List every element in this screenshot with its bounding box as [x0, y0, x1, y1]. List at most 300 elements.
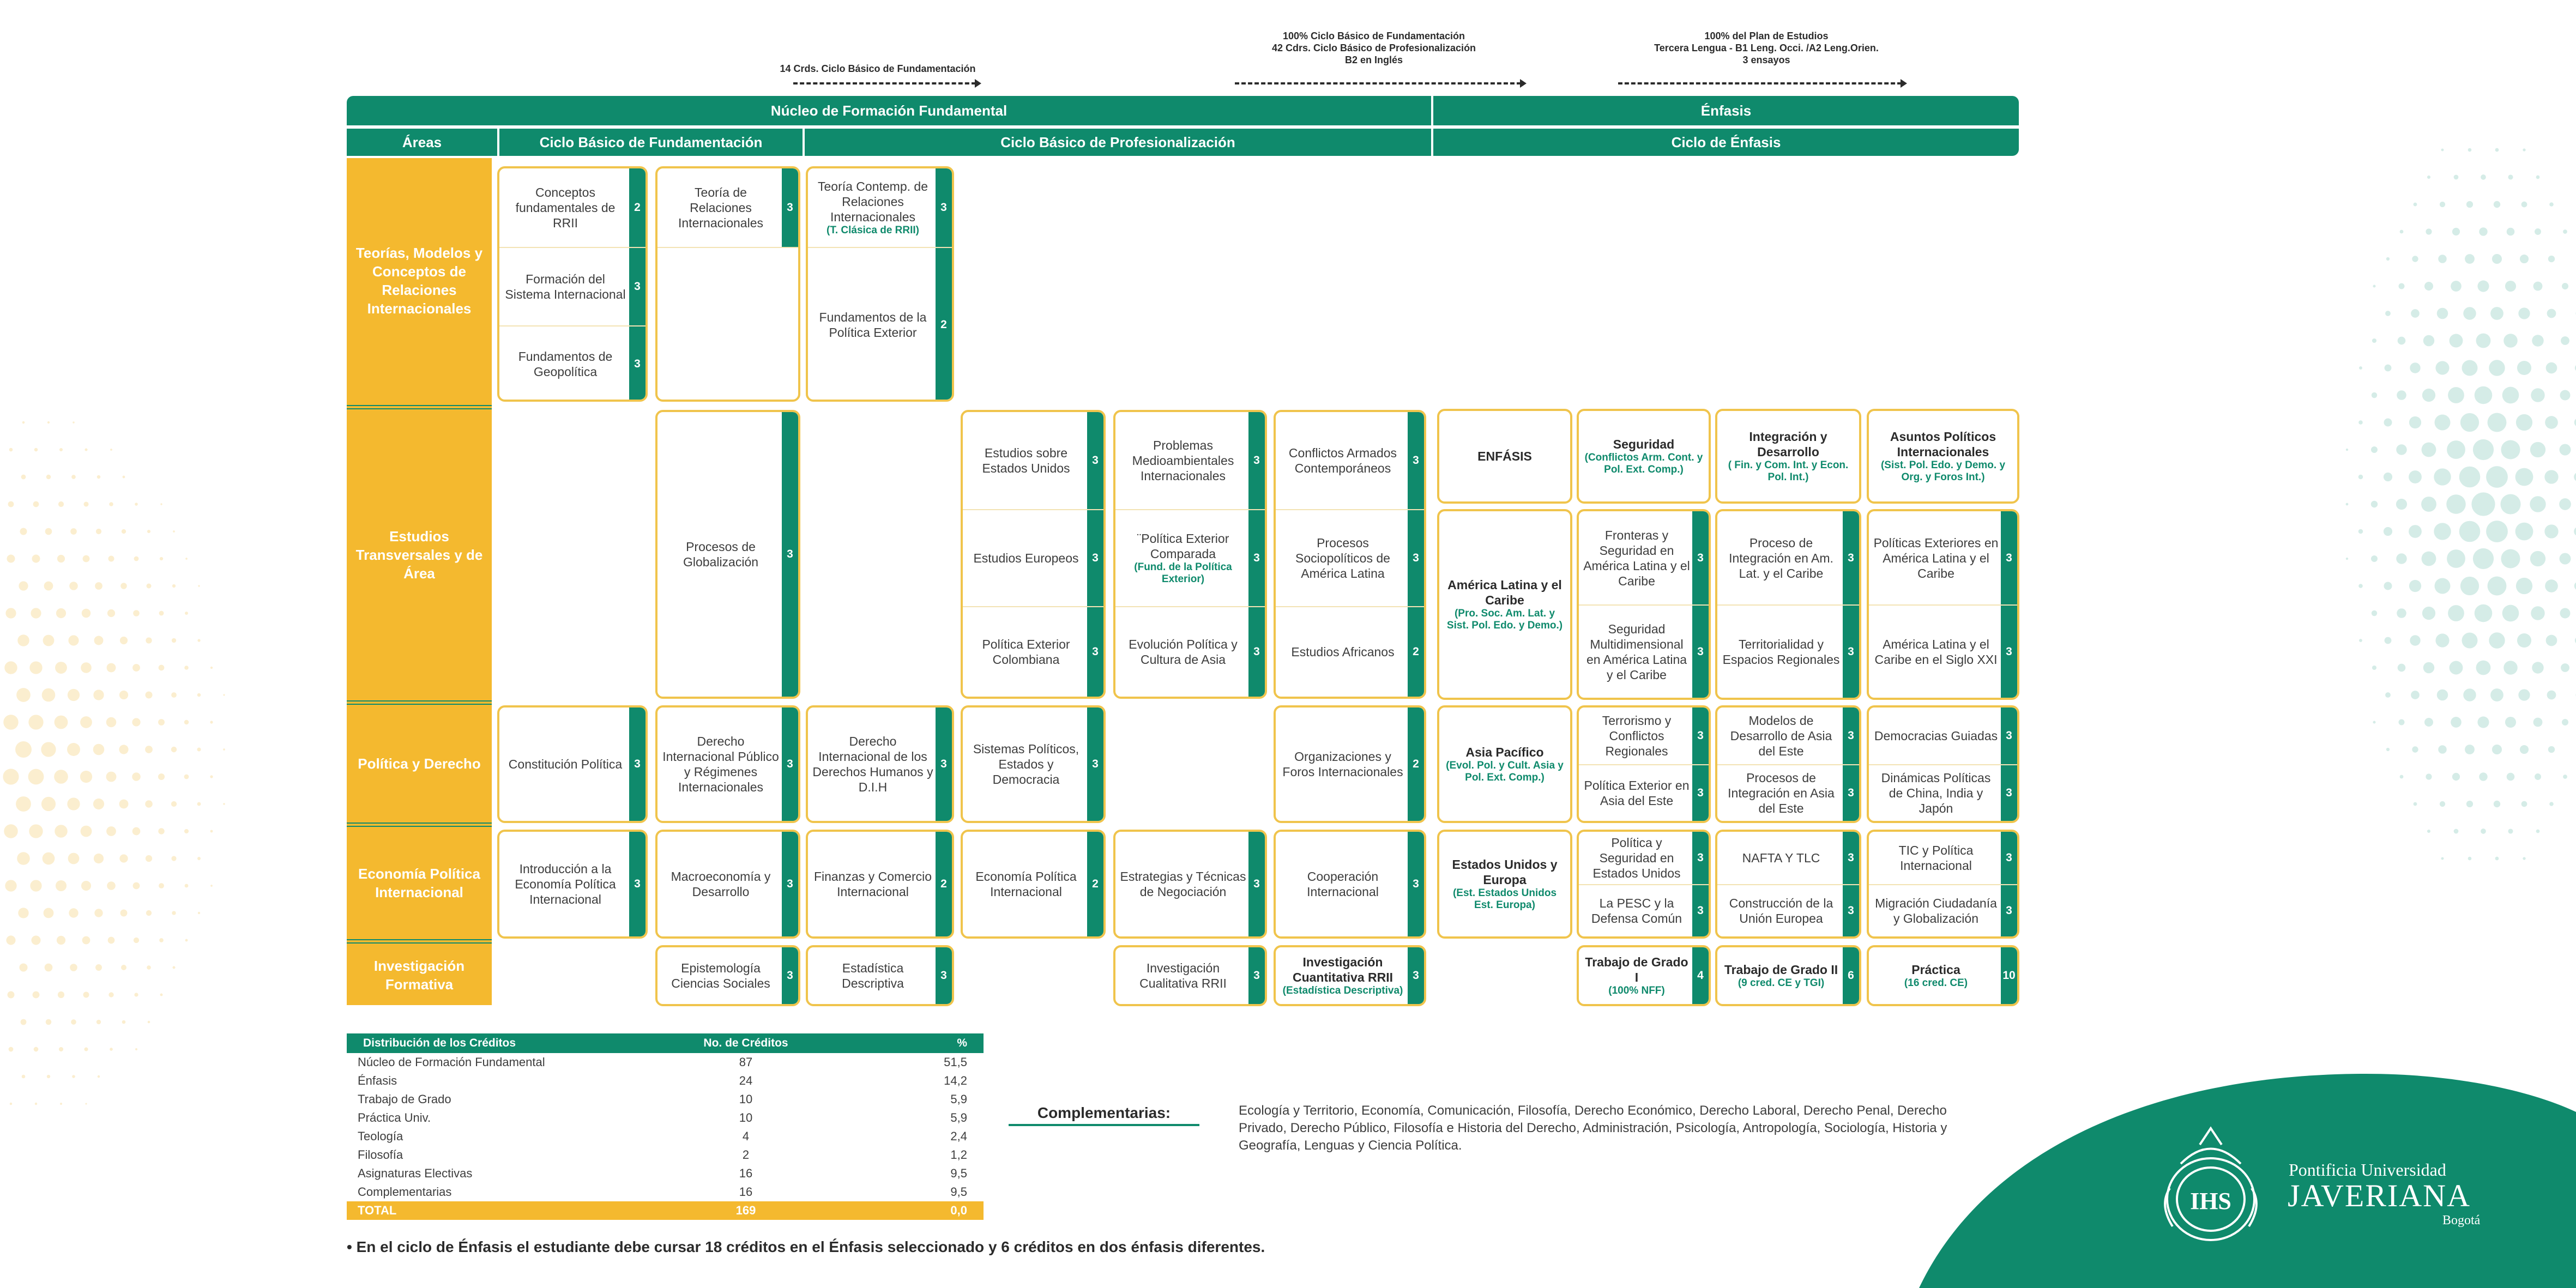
course-card: [655, 705, 800, 823]
decor-dot: [198, 912, 200, 914]
decor-dot: [2396, 444, 2406, 455]
decor-dot: [2372, 610, 2377, 616]
decor-dot: [2488, 577, 2507, 596]
course-card: [1867, 509, 2019, 700]
enfasis-label-text: ENFÁSIS: [1477, 449, 1532, 463]
decor-dot: [46, 1019, 52, 1025]
decor-dot: [2426, 228, 2432, 234]
decor-dot: [2494, 201, 2500, 208]
course-teoria-rrii[interactable]: [657, 168, 798, 247]
decor-dot: [2423, 662, 2434, 673]
course-democracias[interactable]: [1869, 708, 2017, 764]
decor-dot: [2346, 503, 2349, 506]
header-ciclo-enfasis: Ciclo de Énfasis: [1433, 129, 2019, 156]
decor-dot: [134, 993, 138, 996]
course-inv-cuantitativa[interactable]: [1276, 947, 1424, 1004]
enfasis-seguridad-card[interactable]: [1577, 409, 1711, 504]
decor-dot: [59, 448, 63, 451]
decor-dot: [123, 476, 125, 479]
course-credits: 3: [1697, 851, 1704, 864]
enfasis-name: [1717, 429, 1859, 483]
enfasis-prereq: (Evol. Pol. y Cult. Asia y Pol. Ext. Comp.): [1446, 760, 1564, 783]
decor-dot: [55, 662, 67, 674]
decor-dot: [2532, 662, 2543, 673]
decor-dot: [2400, 230, 2404, 234]
decor-dot: [2477, 716, 2489, 728]
decor-dot: [32, 555, 40, 563]
course-globalizacion[interactable]: [657, 412, 798, 697]
decor-dot: [60, 1103, 62, 1105]
course-name: La PESC y la Defensa Común: [1591, 896, 1682, 926]
course-card: [497, 705, 648, 823]
decor-dot: [197, 802, 201, 806]
decor-dot: [2385, 637, 2392, 644]
decor-dot: [31, 608, 41, 618]
course-credits: 3: [1413, 454, 1419, 467]
complementarias-underline: [1009, 1124, 1199, 1126]
decor-dot: [93, 744, 105, 755]
decor-dot: [106, 826, 116, 836]
course-integracion-asia[interactable]: [1717, 764, 1859, 821]
decor-dot: [134, 557, 139, 561]
decor-dot: [2476, 661, 2491, 675]
course-epistemologia[interactable]: [657, 947, 798, 1004]
course-card: [1274, 945, 1426, 1006]
course-name: Proceso de Integración en Am. Lat. y el Caribe: [1729, 535, 1833, 580]
decor-dot: [2505, 717, 2516, 728]
decor-dot: [2530, 496, 2545, 512]
course-card: [806, 945, 954, 1006]
decor-dot: [44, 582, 53, 591]
enfasis-integracion: [1717, 411, 1859, 501]
decor-dot: [81, 881, 91, 891]
course-card: [806, 166, 954, 402]
decor-dot: [2462, 633, 2478, 649]
decor-dot: [2427, 830, 2430, 833]
decor-dot: [2397, 390, 2406, 400]
decor-dot: [185, 558, 188, 560]
course-card: [1113, 410, 1267, 699]
decor-dot: [2471, 492, 2495, 516]
course-derecho-publico[interactable]: [657, 708, 798, 821]
course-credits: 3: [1413, 552, 1419, 564]
decor-dot: [2441, 857, 2444, 860]
course-sociopoliticos[interactable]: [1276, 509, 1424, 606]
course-migracion[interactable]: [1869, 884, 2017, 936]
decor-dot: [83, 992, 89, 998]
decor-dot: [19, 963, 27, 971]
decor-dot: [4, 824, 17, 838]
decor-dot: [2516, 414, 2532, 431]
header-nucleo: Núcleo de Formación Fundamental: [347, 96, 1431, 125]
decor-dot: [94, 909, 102, 917]
university-name-line2: JAVERIANA: [2288, 1178, 2471, 1213]
decor-dot: [2523, 148, 2525, 151]
decor-dot: [2435, 361, 2449, 374]
decor-dot: [2481, 829, 2486, 834]
decor-dot: [2359, 639, 2362, 642]
course-name: Estudios sobre Estados Unidos: [982, 446, 1070, 475]
enfasis-name: [1439, 745, 1570, 784]
decor-dot: [45, 964, 53, 972]
row-label: Práctica Univ.: [358, 1111, 431, 1124]
table-header-row: [347, 1033, 984, 1053]
course-negociacion[interactable]: [1115, 832, 1265, 936]
course-card: [655, 410, 800, 699]
decor-dot: [2489, 360, 2505, 376]
footnote-text: En el ciclo de Énfasis el estudiante debe cursar 18 créditos en el Énfasis seleccionado y 6 créditos en dos énfasis diferentes.: [356, 1238, 1265, 1255]
decor-dot: [8, 991, 15, 999]
decor-dot: [29, 661, 42, 674]
decor-dot: [2492, 745, 2502, 754]
course-card: [1577, 830, 1711, 939]
decor-dot: [2473, 548, 2494, 569]
decor-dot: [184, 829, 189, 833]
course-name: Seguridad Multidimensional en América Latina y el Caribe: [1586, 621, 1687, 682]
decor-dot: [95, 964, 102, 971]
decor-dot: [29, 824, 43, 838]
decor-dot: [119, 745, 128, 754]
course-conceptos[interactable]: [499, 168, 645, 247]
course-europeos[interactable]: [963, 509, 1103, 606]
decor-dot: [2546, 362, 2557, 374]
decor-dot: [135, 503, 138, 506]
enfasis-name: [1439, 577, 1570, 632]
course-teoria-contemp[interactable]: [808, 168, 952, 247]
course-seguridad-multi[interactable]: [1579, 604, 1709, 698]
row-percent: 2,4: [950, 1129, 967, 1143]
course-tic[interactable]: [1869, 832, 2017, 884]
annotation-plan-estudios: [1625, 30, 1908, 66]
course-credits: 3: [787, 969, 793, 982]
enfasis-name: [1439, 857, 1570, 911]
course-card: [1274, 830, 1426, 939]
enfasis-name: [1869, 429, 2017, 483]
row-label: Complementarias: [358, 1185, 452, 1199]
decor-dot: [132, 718, 140, 726]
course-inv-cualitativa[interactable]: [1115, 947, 1265, 1004]
course-fronteras[interactable]: [1579, 511, 1709, 604]
decor-dot: [56, 608, 66, 618]
area-estudios: Estudios Transversales y de Área: [347, 411, 492, 699]
enfasis-integracion-card[interactable]: [1715, 409, 1861, 504]
row-label: Trabajo de Grado: [358, 1092, 451, 1106]
course-prereq: (9 cred. CE y TGI): [1738, 977, 1825, 989]
decorative-dots-left: [0, 382, 229, 1117]
complementarias-text: Ecología y Territorio, Economía, Comunicación, Filosofía, Derecho Económico, Derecho Laboral, Derecho Penal, Derecho Privado, Derecho Público, Filosofía e Historia del Derecho, Administración, Psicología, Antropología, Sociología, Historia y Geografía, Lenguas y Ciencia Política.: [1239, 1103, 1947, 1153]
course-name: Derecho Internacional Público y Régimenes Internacionales: [662, 734, 779, 794]
decor-dot: [2560, 608, 2571, 619]
course-modelos-asia[interactable]: [1717, 708, 1859, 764]
course-name: Migración Ciudadanía y Globalización: [1875, 896, 1997, 926]
decor-dot: [133, 882, 140, 890]
course-seguridad-eeuu[interactable]: [1579, 832, 1709, 884]
course-pesc[interactable]: [1579, 884, 1709, 936]
decor-dot: [108, 937, 115, 944]
course-africanos[interactable]: [1276, 606, 1424, 697]
decor-dot: [2459, 521, 2481, 542]
decor-dot: [108, 555, 114, 561]
course-nafta[interactable]: [1717, 832, 1859, 884]
decor-dot: [2477, 280, 2489, 292]
decor-dot: [2523, 857, 2525, 860]
course-cultura-asia[interactable]: [1115, 606, 1265, 697]
decorative-dots-right: [2306, 109, 2576, 899]
decor-dot: [47, 1075, 50, 1078]
decor-dot: [95, 582, 102, 590]
decor-dot: [97, 475, 100, 479]
table-row: [347, 1183, 984, 1201]
course-proceso-integracion[interactable]: [1717, 511, 1859, 604]
decor-dot: [147, 965, 151, 970]
decor-dot: [2535, 773, 2541, 780]
decor-dot: [158, 828, 164, 834]
decor-dot: [57, 936, 65, 945]
course-estadistica[interactable]: [808, 947, 952, 1004]
decor-dot: [2373, 721, 2375, 723]
decor-dot: [185, 884, 189, 888]
annotation-3-line3: 3 ensayos: [1742, 55, 1790, 65]
decor-dot: [2438, 255, 2446, 263]
decor-dot: [2532, 335, 2543, 346]
course-name: [1717, 962, 1859, 989]
decor-dot: [2517, 361, 2531, 375]
university-seal-icon: [2148, 1123, 2273, 1248]
decor-dot: [197, 857, 201, 860]
decor-dot: [47, 421, 50, 424]
enfasis-america-latina-card[interactable]: [1437, 509, 1572, 700]
decor-dot: [2505, 281, 2516, 292]
course-credits: 3: [940, 201, 947, 214]
decor-dot: [30, 880, 41, 891]
course-name: Procesos Sociopolíticos de América Latina: [1295, 536, 1390, 580]
course-credits: 3: [634, 878, 641, 890]
course-credits: 2: [634, 201, 641, 214]
course-name: [1115, 531, 1265, 585]
decor-dot: [2409, 416, 2421, 428]
course-credits: 3: [1848, 645, 1854, 658]
course-pe-colombiana[interactable]: [963, 606, 1103, 697]
annotation-2-line3: B2 en Inglés: [1344, 55, 1403, 65]
decor-dot: [2561, 336, 2569, 345]
decor-dot: [148, 1021, 150, 1024]
table-total-row: [347, 1201, 984, 1220]
decor-dot: [146, 637, 152, 643]
course-name: Macroeconomía y Desarrollo: [671, 869, 771, 899]
decor-dot: [2373, 285, 2375, 287]
course-estados-unidos[interactable]: [963, 412, 1103, 509]
decor-dot: [197, 747, 201, 751]
decor-dot: [145, 800, 153, 808]
course-card: [1715, 509, 1861, 700]
course-trabajo-grado-1[interactable]: [1579, 947, 1709, 1004]
decor-dot: [2434, 523, 2451, 540]
decor-dot: [2517, 633, 2531, 648]
course-credits: 3: [634, 280, 641, 293]
decor-dot: [22, 421, 25, 424]
decor-dot: [2385, 365, 2392, 372]
decor-dot: [28, 769, 44, 785]
decor-dot: [2495, 148, 2499, 152]
enfasis-prereq: (Sist. Pol. Edo. y Demo. y Org. y Foros Int.): [1880, 459, 2006, 483]
course-al-siglo-xxi[interactable]: [1869, 604, 2017, 698]
decor-dot: [16, 796, 31, 812]
course-fundamentos-pe[interactable]: [808, 247, 952, 402]
course-sistemas-politicos[interactable]: [963, 708, 1103, 821]
course-geopolitica[interactable]: [499, 325, 645, 402]
table-row: [347, 1109, 984, 1127]
decor-dot: [2463, 688, 2476, 701]
course-derechos-humanos[interactable]: [808, 708, 952, 821]
enfasis-asia-card[interactable]: [1437, 705, 1572, 823]
decor-dot: [158, 773, 165, 780]
decor-dot: [2411, 309, 2420, 318]
decor-dot: [2465, 254, 2475, 264]
decor-dot: [2434, 414, 2450, 430]
row-credits: 24: [739, 1074, 753, 1087]
course-intro-economia[interactable]: [499, 832, 645, 936]
decor-dot: [57, 555, 65, 563]
course-economia-politica[interactable]: [963, 832, 1103, 936]
enfasis-eu-card[interactable]: [1437, 830, 1572, 939]
decor-dot: [2486, 521, 2508, 542]
course-credits: 3: [1253, 454, 1260, 467]
course-name: Fronteras y Seguridad en América Latina y el Caribe: [1583, 528, 1690, 588]
decor-dot: [45, 528, 52, 535]
course-trabajo-grado-2[interactable]: [1717, 947, 1859, 1004]
course-cooperacion[interactable]: [1276, 832, 1424, 936]
course-card: [961, 830, 1106, 939]
course-prereq: (16 cred. CE): [1904, 977, 1968, 989]
decor-dot: [2503, 334, 2518, 348]
course-conflictos[interactable]: [1276, 412, 1424, 509]
course-name: Formación del Sistema Internacional: [505, 272, 626, 301]
course-name: Fundamentos de la Política Exterior: [819, 310, 927, 340]
decor-dot: [83, 501, 88, 506]
course-card: [1274, 705, 1426, 823]
decor-dot: [2346, 449, 2348, 451]
decor-dot: [2410, 362, 2420, 373]
course-pe-asia[interactable]: [1579, 764, 1709, 821]
decor-dot: [2460, 413, 2479, 432]
course-practica[interactable]: [1869, 947, 2017, 1004]
course-terrorismo[interactable]: [1579, 708, 1709, 764]
course-credits: 2: [1413, 645, 1419, 658]
decor-dot: [56, 880, 67, 891]
decor-dot: [2371, 446, 2378, 453]
table-row: [347, 1053, 984, 1072]
course-finanzas[interactable]: [808, 832, 952, 936]
decor-dot: [2424, 282, 2433, 291]
decor-dot: [171, 747, 177, 752]
decor-dot: [2508, 829, 2513, 833]
decor-dot: [2545, 416, 2558, 429]
decor-dot: [2446, 494, 2466, 514]
course-formacion[interactable]: [499, 247, 645, 325]
course-credits: 2: [1092, 878, 1099, 890]
complementarias-label: Complementarias:: [1037, 1104, 1171, 1121]
decor-dot: [2400, 775, 2404, 779]
row-credits: 10: [739, 1111, 753, 1124]
course-pe-comparada[interactable]: [1115, 509, 1265, 606]
table-row: [347, 1146, 984, 1164]
course-credits: 3: [1253, 969, 1260, 982]
course-dinamicas[interactable]: [1869, 764, 2017, 821]
course-name: Terrorismo y Conflictos Regionales: [1602, 713, 1672, 758]
university-city: Bogotá: [2442, 1213, 2481, 1227]
decor-dot: [197, 693, 201, 697]
decor-dot: [10, 1103, 12, 1105]
course-card: [1113, 830, 1267, 939]
decor-dot: [70, 528, 77, 535]
course-card: [655, 830, 800, 939]
decor-dot: [96, 529, 101, 534]
decor-dot: [33, 501, 39, 507]
row-credits: 16: [739, 1185, 753, 1199]
course-title: Trabajo de Grado II: [1724, 963, 1838, 977]
decor-dot: [43, 635, 55, 646]
seal-letters: IHS: [2190, 1188, 2231, 1214]
enfasis-asuntos-card[interactable]: [1867, 409, 2019, 504]
decor-dot: [5, 880, 16, 891]
course-territorialidad[interactable]: [1717, 604, 1859, 698]
annotation-arrow-3: [1618, 82, 1902, 84]
course-name: Fundamentos de Geopolítica: [518, 349, 613, 379]
course-credits: 10: [2002, 969, 2016, 982]
course-politicas-exteriores[interactable]: [1869, 511, 2017, 604]
course-organizaciones[interactable]: [1276, 708, 1424, 821]
header-ciclo-profesionalizacion: Ciclo Básico de Profesionalización: [805, 129, 1431, 156]
course-credits: 3: [1697, 645, 1704, 658]
decor-dot: [2533, 282, 2543, 291]
decor-dot: [171, 692, 177, 698]
course-card: [655, 945, 800, 1006]
decor-dot: [2559, 498, 2571, 510]
decor-dot: [2412, 746, 2418, 752]
course-name: Estadística Descriptiva: [842, 961, 904, 990]
decor-dot: [68, 689, 80, 701]
course-union-europea[interactable]: [1717, 884, 1859, 936]
decor-dot: [2544, 470, 2558, 483]
decor-dot: [2466, 201, 2473, 208]
course-medioambientales[interactable]: [1115, 412, 1265, 509]
course-credits: 3: [940, 969, 947, 982]
decor-dot: [2503, 661, 2518, 675]
row-percent: 14,2: [944, 1074, 967, 1087]
decor-dot: [2371, 501, 2378, 507]
decor-dot: [135, 1048, 137, 1050]
decor-dot: [2422, 607, 2435, 620]
decor-dot: [147, 530, 150, 533]
decor-dot: [43, 852, 55, 865]
decor-dot: [2486, 466, 2508, 488]
decor-dot: [80, 716, 92, 728]
column-header: Distribución de los Créditos: [347, 1033, 658, 1053]
decor-dot: [2371, 555, 2378, 562]
course-macroeconomia[interactable]: [657, 832, 798, 936]
decor-dot: [2358, 529, 2363, 534]
course-constitucion[interactable]: [499, 708, 645, 821]
decor-dot: [67, 797, 80, 810]
decor-dot: [223, 694, 225, 696]
decor-dot: [2409, 580, 2421, 592]
decor-dot: [120, 583, 127, 589]
course-credits: 3: [2006, 645, 2012, 658]
credit-distribution-table: [347, 1033, 984, 1220]
decor-dot: [20, 528, 27, 535]
decor-dot: [122, 529, 126, 534]
area-separator: [347, 821, 492, 829]
